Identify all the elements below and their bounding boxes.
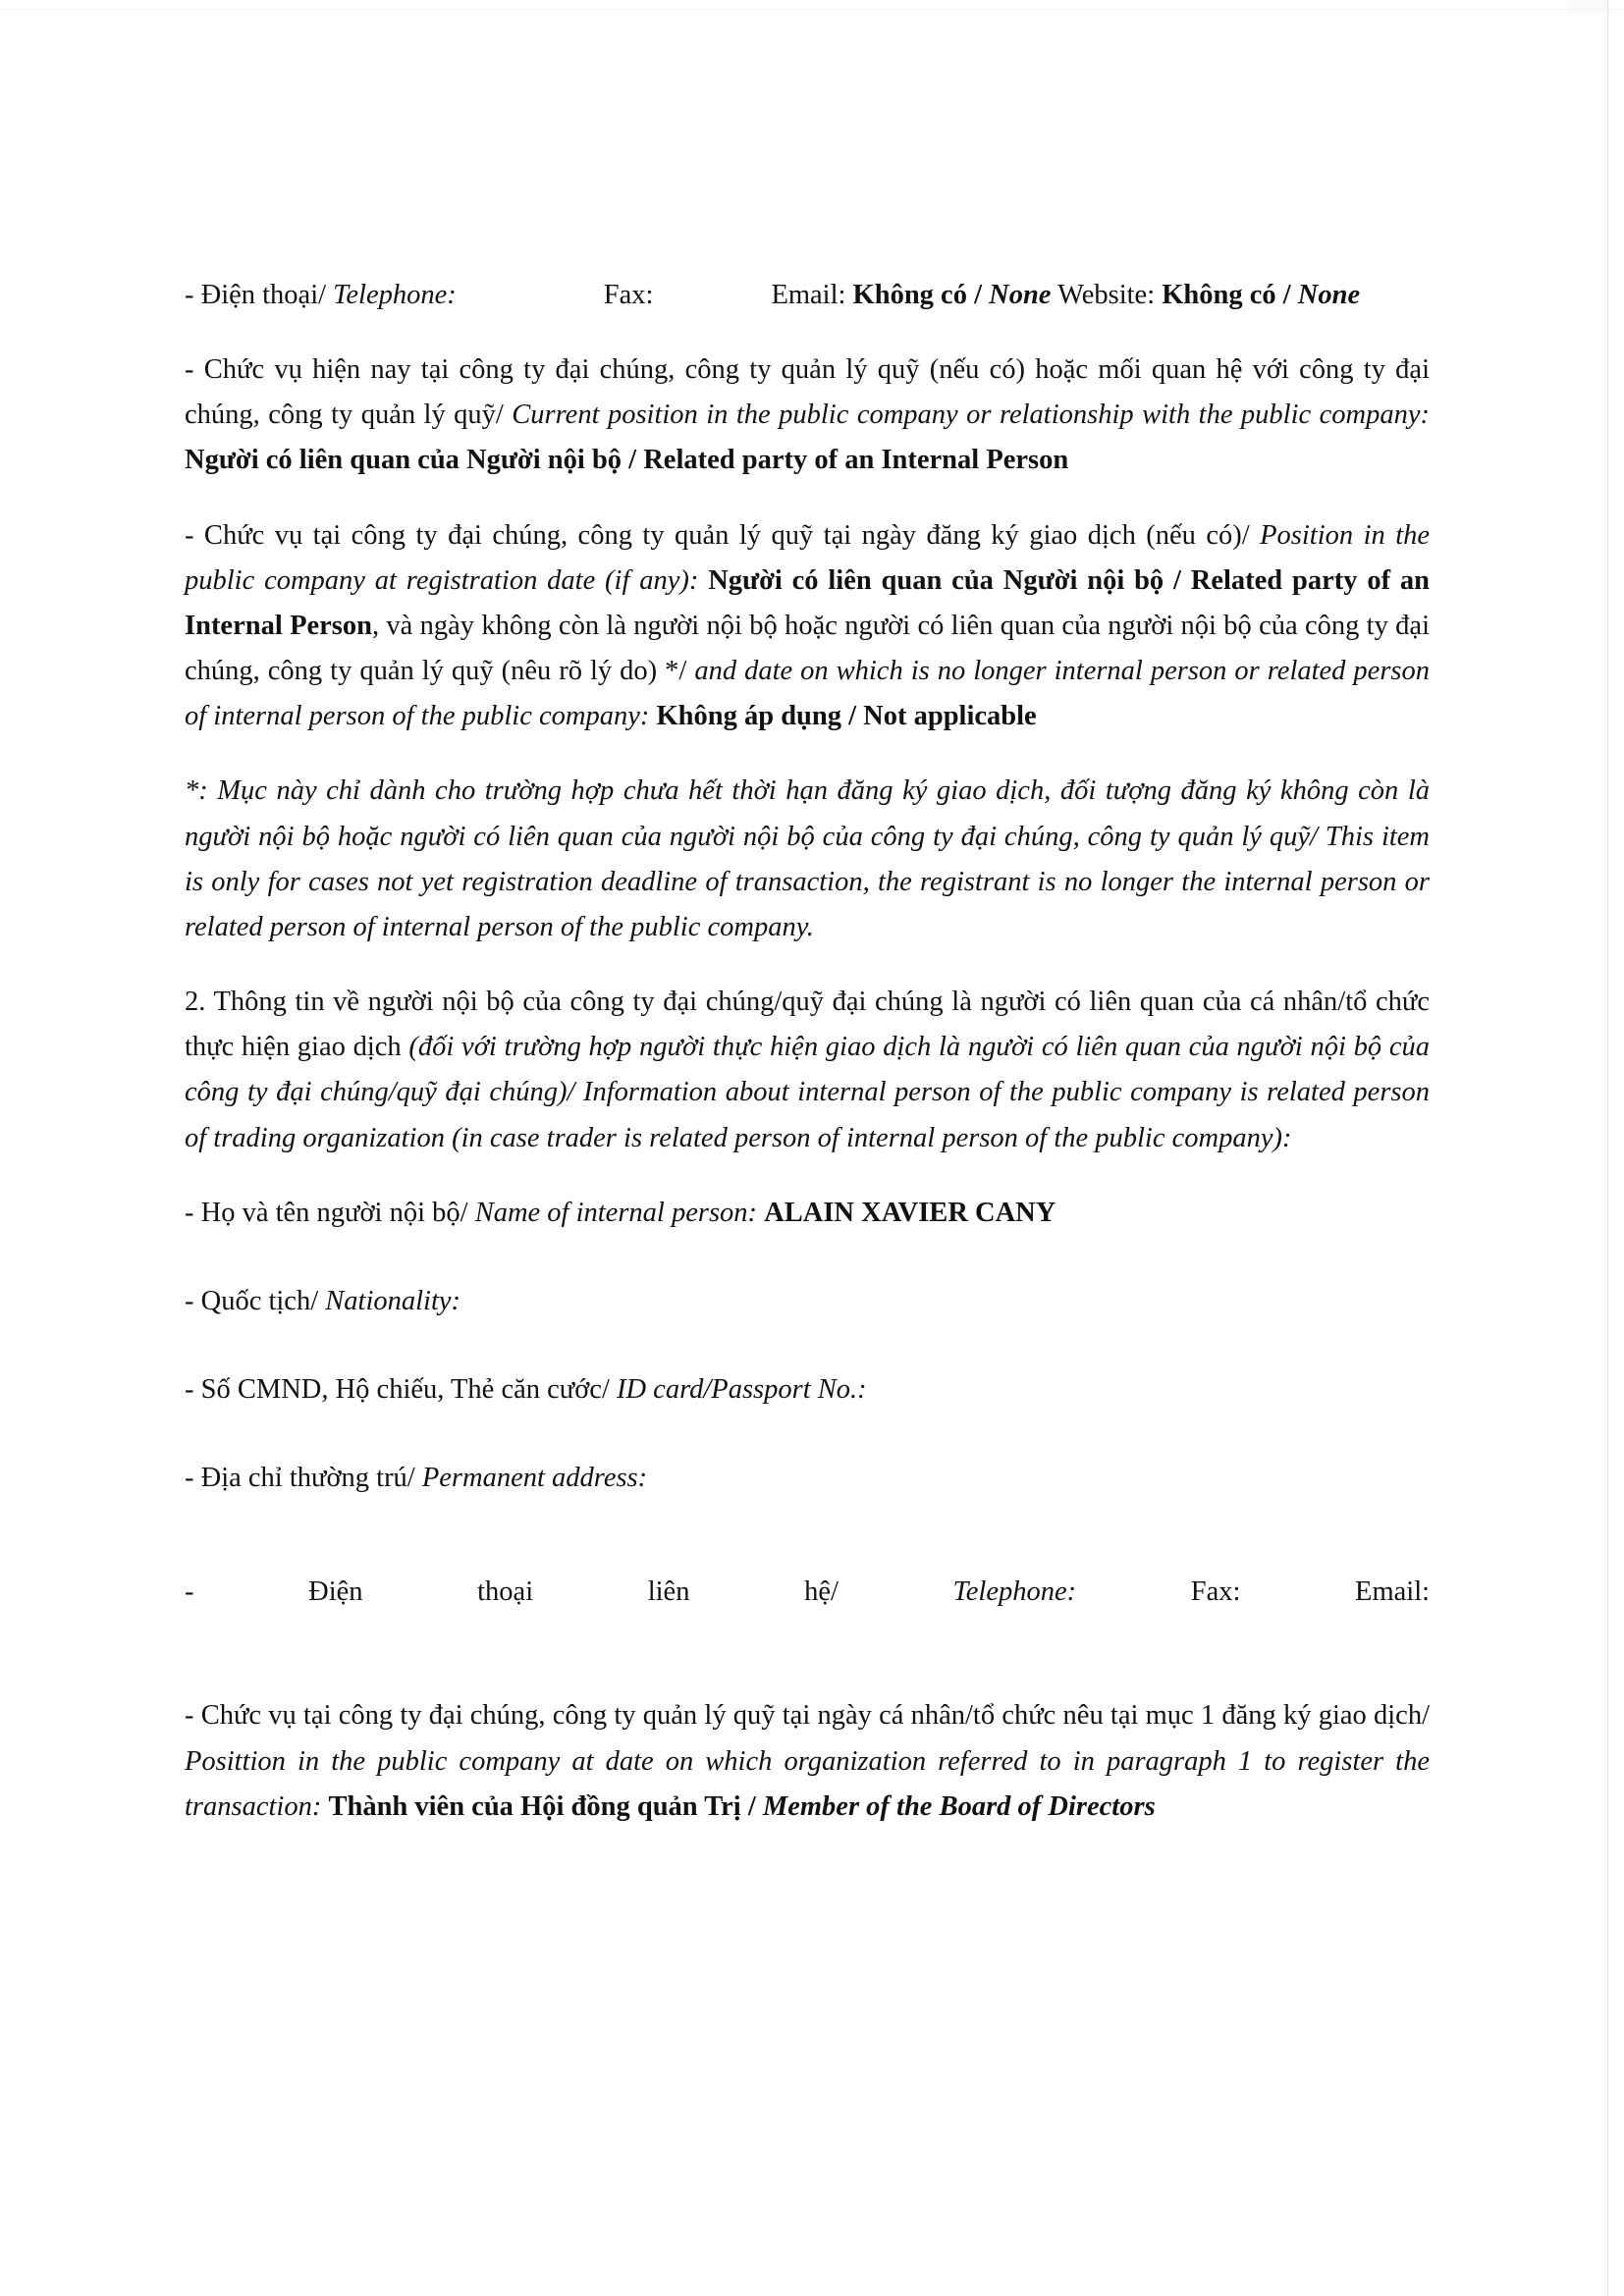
field-label-en-nationality: Nationality: <box>325 1285 461 1316</box>
final-answer-vi: Thành viên của Hội đồng quản Trị / <box>328 1790 756 1822</box>
field-label-en-address: Permanent address: <box>421 1463 648 1494</box>
website-value-en: None <box>1297 280 1361 310</box>
email-value-en: None <box>989 280 1052 310</box>
email-value-separator: / <box>974 280 982 310</box>
field-label-en-idcard: ID card/Passport No.: <box>616 1373 867 1405</box>
registration-question-vi: - Chức vụ tại công ty đại chúng, công ty quản lý quỹ tại ngày đăng ký giao dịch (nếu có)/ <box>185 519 1250 551</box>
registration-question-en: Position in the public company at registration date (if any): <box>185 519 1431 596</box>
field-permanent-address <box>185 1456 1430 1501</box>
section2-telephone-label-en: Telephone: <box>952 1576 1077 1608</box>
final-answer-en: Member of the Board of Directors <box>762 1790 1156 1822</box>
final-question-en: Posittion in the public company at date on which organization referred to in paragraph 1 to register the transaction: <box>185 1745 1430 1822</box>
section-2-position-statement <box>185 1693 1430 1829</box>
field-label-vi-idcard: - Số CMND, Hộ chiếu, Thẻ căn cước/ <box>185 1373 610 1405</box>
telephone-label-en: Telephone: <box>333 280 457 310</box>
website-value-vi: Không có / <box>1162 280 1291 310</box>
field-label-vi-address: - Địa chỉ thường trú/ <box>185 1463 415 1494</box>
footnote-paragraph <box>185 769 1430 950</box>
section-2-heading-vi-parenthetical: (đối với trường hợp người thực hiện giao dịch là người có liên quan của người nội bộ của công ty đại chúng/quỹ đại chúng)/ <box>185 1032 1430 1108</box>
email-value-vi: Không có <box>852 280 967 310</box>
current-position-question-vi: - Chức vụ hiện nay tại công ty đại chúng, công ty quản lý quỹ (nếu có) hoặc mối quan hệ với công ty đại chúng, công ty quản lý quỹ/ <box>185 354 1430 431</box>
scan-edge-right <box>1607 0 1608 2296</box>
contact-line-primary <box>185 273 1430 318</box>
document-text-body <box>185 273 1430 1830</box>
contact-line-section-2 <box>185 1570 1430 1615</box>
email-label: Email: <box>771 280 846 310</box>
section2-email-label: Email: <box>1355 1576 1431 1608</box>
section2-fax-label: Fax: <box>1190 1576 1241 1608</box>
section-2-heading-vi: 2. Thông tin về người nội bộ của công ty đại chúng/quỹ đại chúng là người có liên quan của cá nhân/tổ chức thực hiện giao dịch <box>185 987 1430 1063</box>
scan-corner-artifact <box>1567 0 1608 14</box>
registration-answer-2: Không áp dụng / Not applicable <box>656 701 1037 732</box>
field-label-en-name: Name of internal person: <box>474 1197 758 1228</box>
field-id-card-passport <box>185 1367 1430 1413</box>
registration-answer-1: Người có liên quan của Người nội bộ / Related party of an Internal Person <box>185 564 1430 641</box>
current-position-paragraph <box>185 347 1430 483</box>
field-name-of-internal-person <box>185 1191 1430 1236</box>
footnote-text-vi: *: Mục này chỉ dành cho trường hợp chưa hết thời hạn đăng ký giao dịch, đối tượng đăng ký không còn là người nội bộ hoặc người có liên quan của người nội bộ của công ty đại chúng, công ty quản lý quỹ/ <box>185 775 1430 852</box>
field-nationality <box>185 1279 1430 1324</box>
footnote-text-en: This item is only for cases not yet registration deadline of transaction, the registrant is no longer the internal person or related person of internal person of the public company. <box>185 821 1431 942</box>
final-question-vi: - Chức vụ tại công ty đại chúng, công ty quản lý quỹ tại ngày cá nhân/tổ chức nêu tại mục 1 đăng ký giao dịch/ <box>185 1700 1430 1732</box>
registration-continuation-vi: , và ngày không còn là người nội bộ hoặc người có liên quan của người nội bộ của công ty đại chúng, công ty quản lý quỹ (nêu rõ lý do) */ <box>185 610 1430 687</box>
telephone-label-vi: - Điện thoại/ <box>185 280 327 310</box>
section-2-heading-en: Information about internal person of the public company is related person of trading organization (in case trader is related person of internal person of the public company): <box>185 1077 1430 1153</box>
field-label-vi-name: - Họ và tên người nội bộ/ <box>185 1197 468 1228</box>
registration-continuation-en: and date on which is no longer internal person or related person of internal person of the public company: <box>185 656 1431 732</box>
website-label: Website: <box>1057 280 1156 310</box>
fax-label: Fax: <box>603 280 654 310</box>
field-label-vi-nationality: - Quốc tịch/ <box>185 1285 319 1316</box>
section-2-heading <box>185 980 1430 1161</box>
field-value-name: ALAIN XAVIER CANY <box>764 1197 1056 1228</box>
scan-edge-top <box>0 9 1624 10</box>
current-position-question-en: Current position in the public company or relationship with the public company: <box>512 400 1430 431</box>
current-position-answer: Người có liên quan của Người nội bộ / Related party of an Internal Person <box>185 445 1069 476</box>
section2-telephone-label-vi: - Điện thoại liên hệ/ <box>185 1576 839 1608</box>
registration-position-paragraph <box>185 513 1430 740</box>
